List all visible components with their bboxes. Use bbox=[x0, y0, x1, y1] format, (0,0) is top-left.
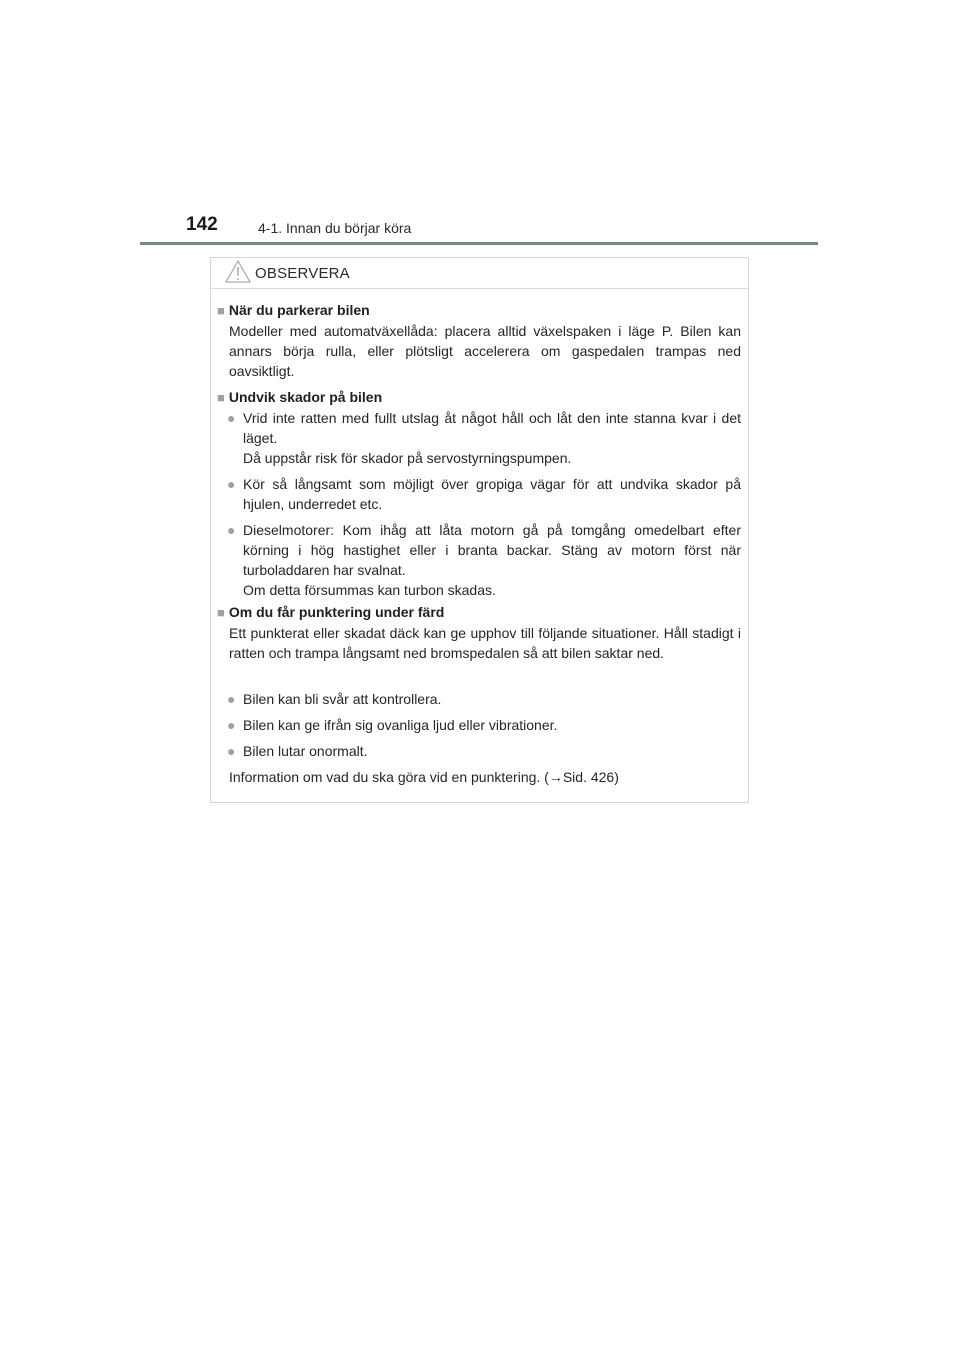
caution-header bbox=[211, 258, 748, 289]
square-marker-icon: ■ bbox=[217, 390, 225, 405]
section-heading-text: Undvik skador på bilen bbox=[228, 389, 383, 405]
caution-box bbox=[210, 257, 749, 803]
bullet-text: Bilen kan bli svår att kontrollera. bbox=[243, 691, 442, 707]
circle-bullet-icon: ● bbox=[227, 717, 236, 733]
bullet-line: Då uppstår risk för skador på servostyrningspumpen. bbox=[243, 450, 572, 466]
bullet-text bbox=[243, 408, 741, 468]
warning-triangle-icon bbox=[225, 260, 251, 283]
page-number: 142 bbox=[186, 214, 218, 235]
bullet-text: Bilen kan ge ifrån sig ovanliga ljud eller vibrationer. bbox=[243, 717, 558, 733]
caution-title: OBSERVERA bbox=[255, 265, 350, 282]
bullet-line: Dieselmotorer: Kom ihåg att låta motorn gå på tomgång omedelbart efter körning i hög hastighet eller i branta backar. Stäng av motorn först när turboladdaren har svalnat. bbox=[243, 522, 741, 578]
header-rule bbox=[140, 242, 818, 245]
section-heading-text: Om du får punktering under färd bbox=[228, 604, 445, 620]
section-heading-parking bbox=[217, 300, 370, 321]
circle-bullet-icon: ● bbox=[227, 691, 236, 707]
bullet-line: Vrid inte ratten med fullt utslag åt något håll och låt den inte stanna kvar i det läget. bbox=[243, 410, 741, 446]
bullet-text: Bilen lutar onormalt. bbox=[243, 743, 368, 759]
bullet-text bbox=[243, 474, 741, 514]
section-title: 4-1. Innan du börjar köra bbox=[258, 220, 412, 236]
circle-bullet-icon: ● bbox=[227, 476, 236, 492]
section-heading-damage bbox=[217, 387, 382, 408]
section-heading-text: När du parkerar bilen bbox=[228, 302, 370, 318]
section-heading-puncture bbox=[217, 602, 444, 623]
square-marker-icon: ■ bbox=[217, 605, 225, 620]
section-text-parking: Modeller med automatväxellåda: placera alltid växelspaken i läge P. Bilen kan annars börja rulla, eller plötsligt accelerera om gaspedalen trampas ned oavsiktligt. bbox=[229, 323, 741, 379]
bullet-text bbox=[243, 520, 741, 600]
section-footer-puncture: Information om vad du ska göra vid en punktering. (→Sid. 426) bbox=[229, 769, 619, 785]
bullet-line: Om detta försummas kan turbon skadas. bbox=[243, 582, 496, 598]
circle-bullet-icon: ● bbox=[227, 410, 236, 426]
square-marker-icon: ■ bbox=[217, 303, 225, 318]
bullet-line: Kör så långsamt som möjligt över gropiga vägar för att undvika skador på hjulen, underredet etc. bbox=[243, 476, 741, 512]
circle-bullet-icon: ● bbox=[227, 522, 236, 538]
section-text-puncture: Ett punkterat eller skadat däck kan ge upphov till följande situationer. Håll stadigt i ratten och trampa långsamt ned bromspedalen så att bilen saktar ned. bbox=[229, 625, 741, 661]
circle-bullet-icon: ● bbox=[227, 743, 236, 759]
